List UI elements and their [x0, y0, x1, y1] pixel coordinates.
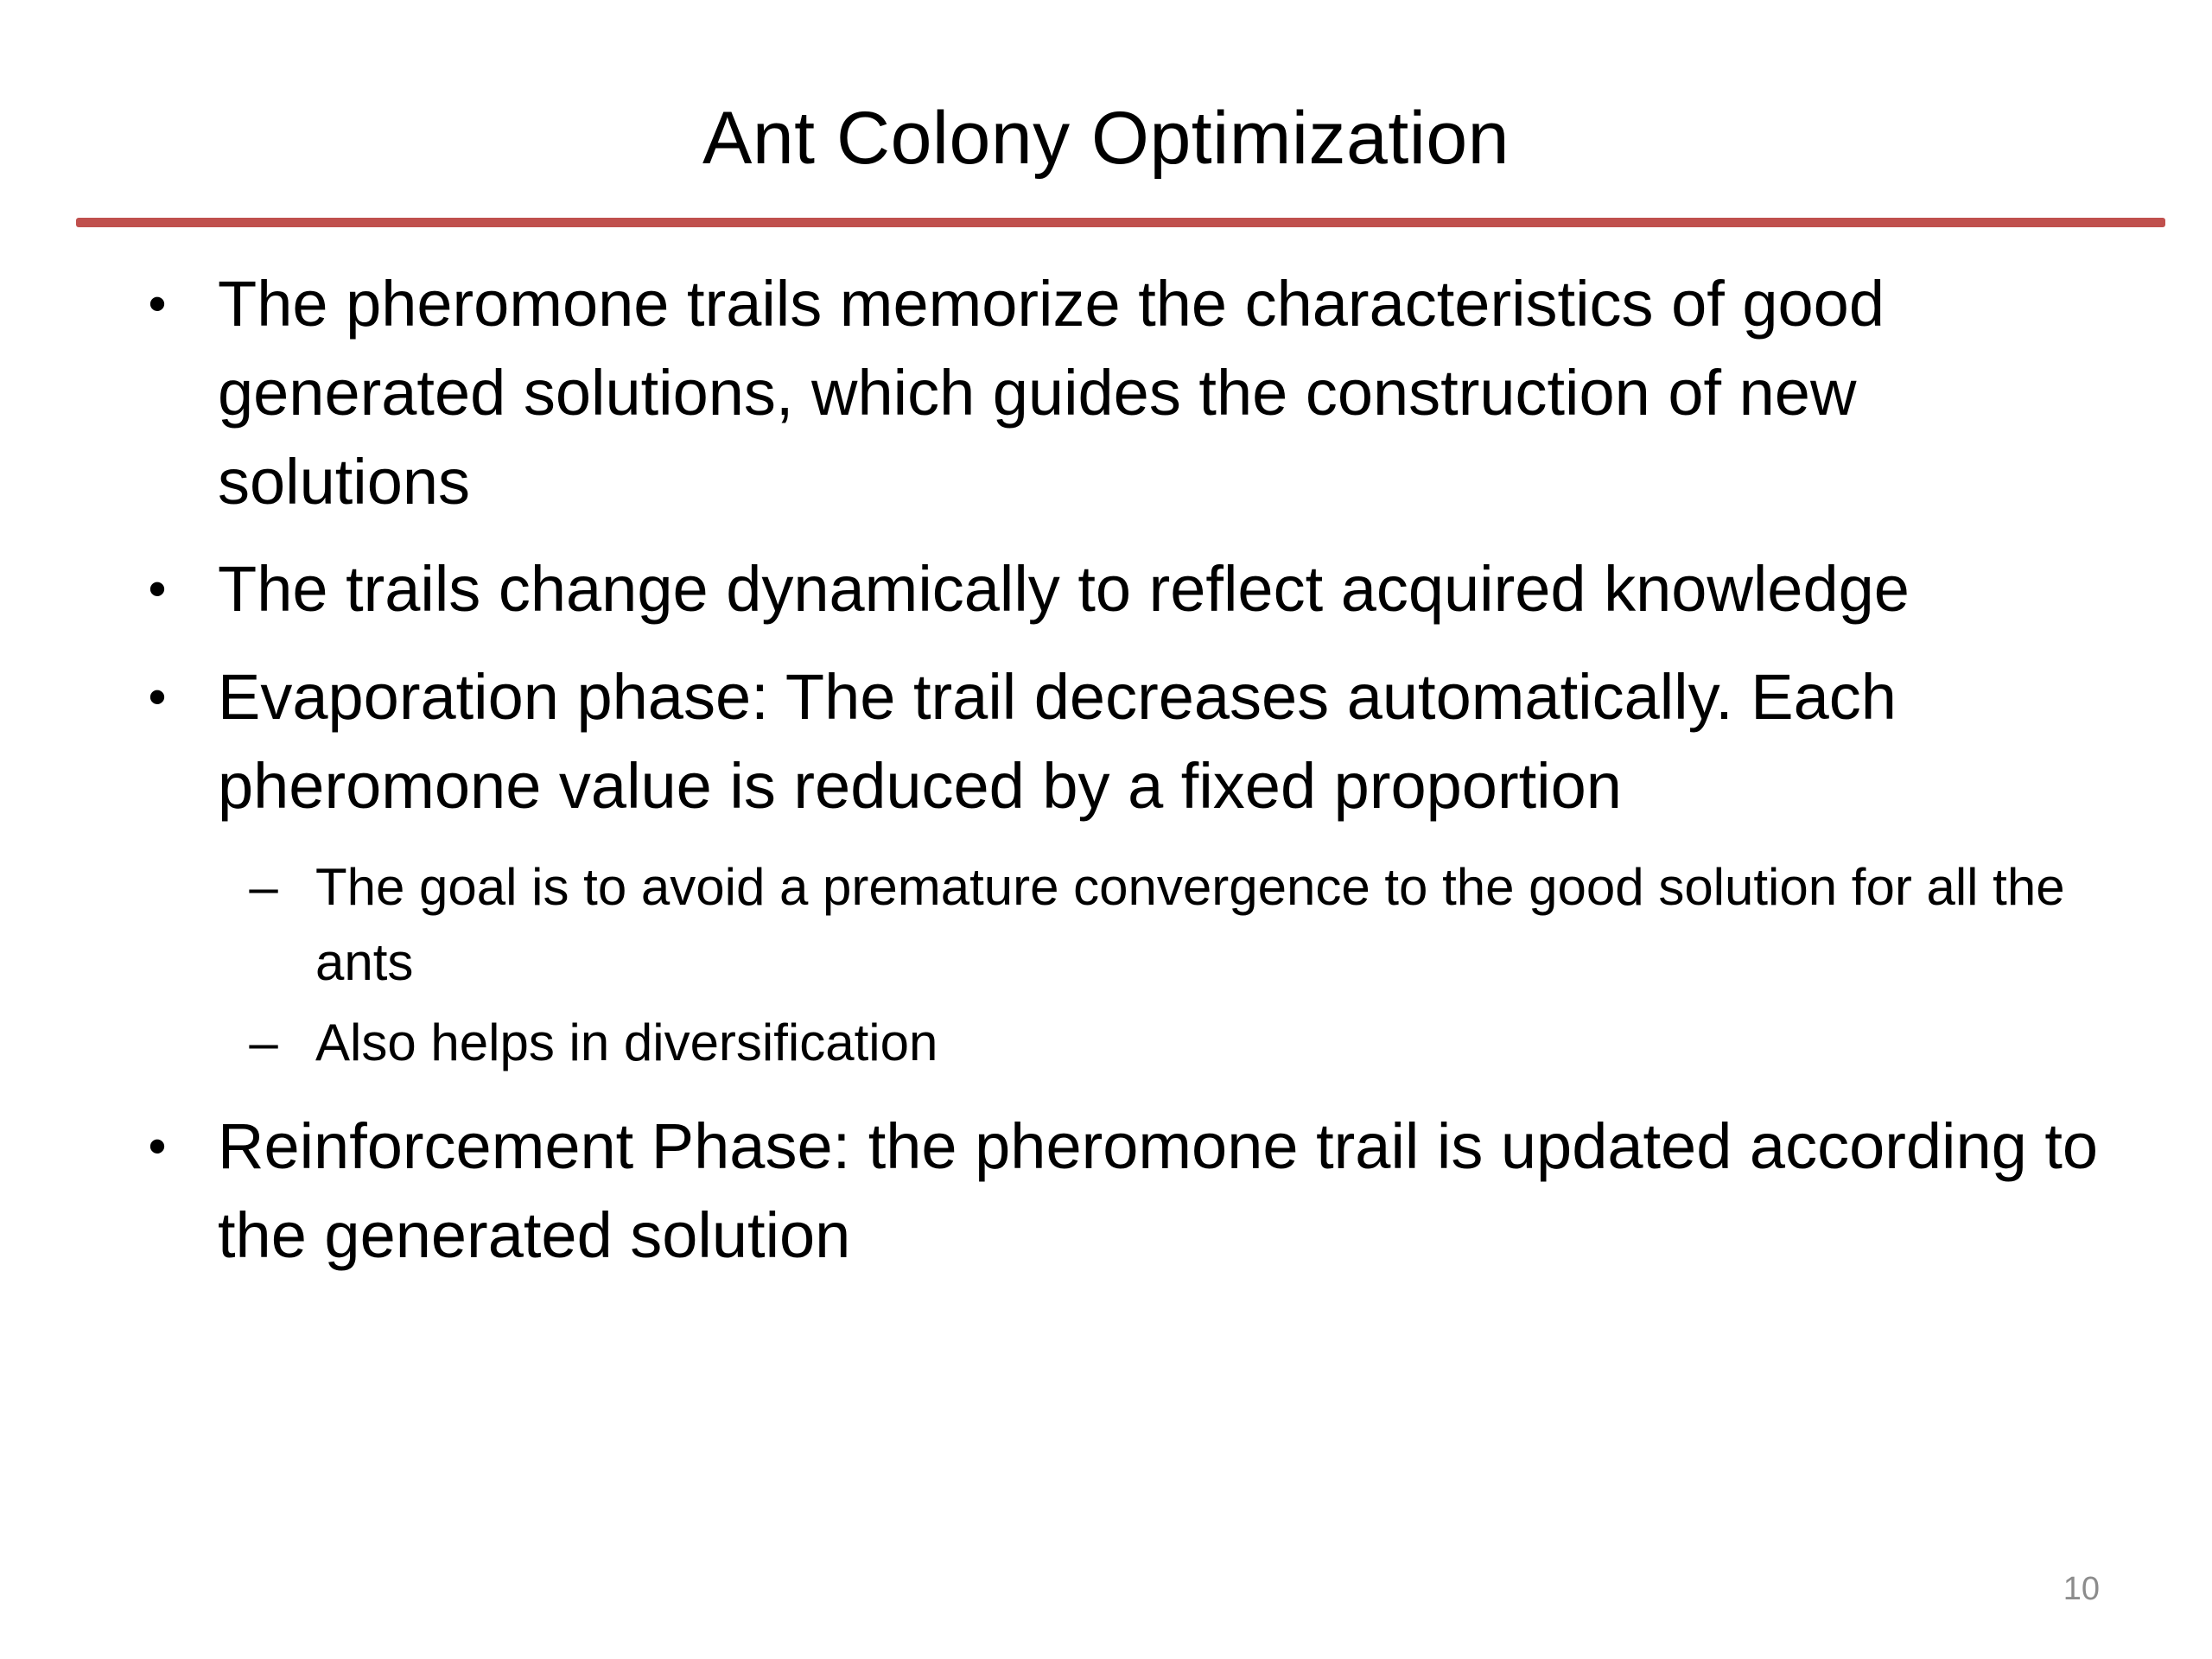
sub-bullet-text: Also helps in diversification — [315, 1014, 938, 1071]
bullet-marker: • — [148, 1117, 167, 1175]
sub-bullet-marker: – — [249, 858, 278, 916]
bullet-item-1 — [148, 259, 2101, 526]
sub-bullet-text: The goal is to avoid a premature convergence to the good solution for all the ants — [315, 858, 2065, 991]
bullet-text: Evaporation phase: The trail decreases automatically. Each pheromone value is reduced by a fixed proportion — [218, 661, 1897, 822]
bullet-text: The pheromone trails memorize the characteristics of good generated solutions, which guides the construction of new solutions — [218, 268, 1885, 518]
slide-title: Ant Colony Optimization — [702, 97, 1510, 180]
page-number: 10 — [2063, 1571, 2100, 1607]
bullet-item-3 — [148, 652, 2101, 830]
bullet-marker: • — [148, 668, 167, 726]
bullet-marker: • — [148, 560, 167, 618]
bullet-marker: • — [148, 275, 167, 333]
bullet-item-4 — [148, 1102, 2101, 1280]
bullet-item-2 — [148, 544, 2101, 633]
sub-bullet-item-2 — [249, 1005, 2139, 1080]
sub-bullet-item-1 — [249, 849, 2139, 1000]
bullet-text: Reinforcement Phase: the pheromone trail is updated according to the generated solution — [218, 1110, 2099, 1271]
title-divider — [76, 218, 2165, 227]
sub-bullet-marker: – — [249, 1014, 278, 1071]
bullet-text: The trails change dynamically to reflect acquired knowledge — [218, 553, 1910, 625]
